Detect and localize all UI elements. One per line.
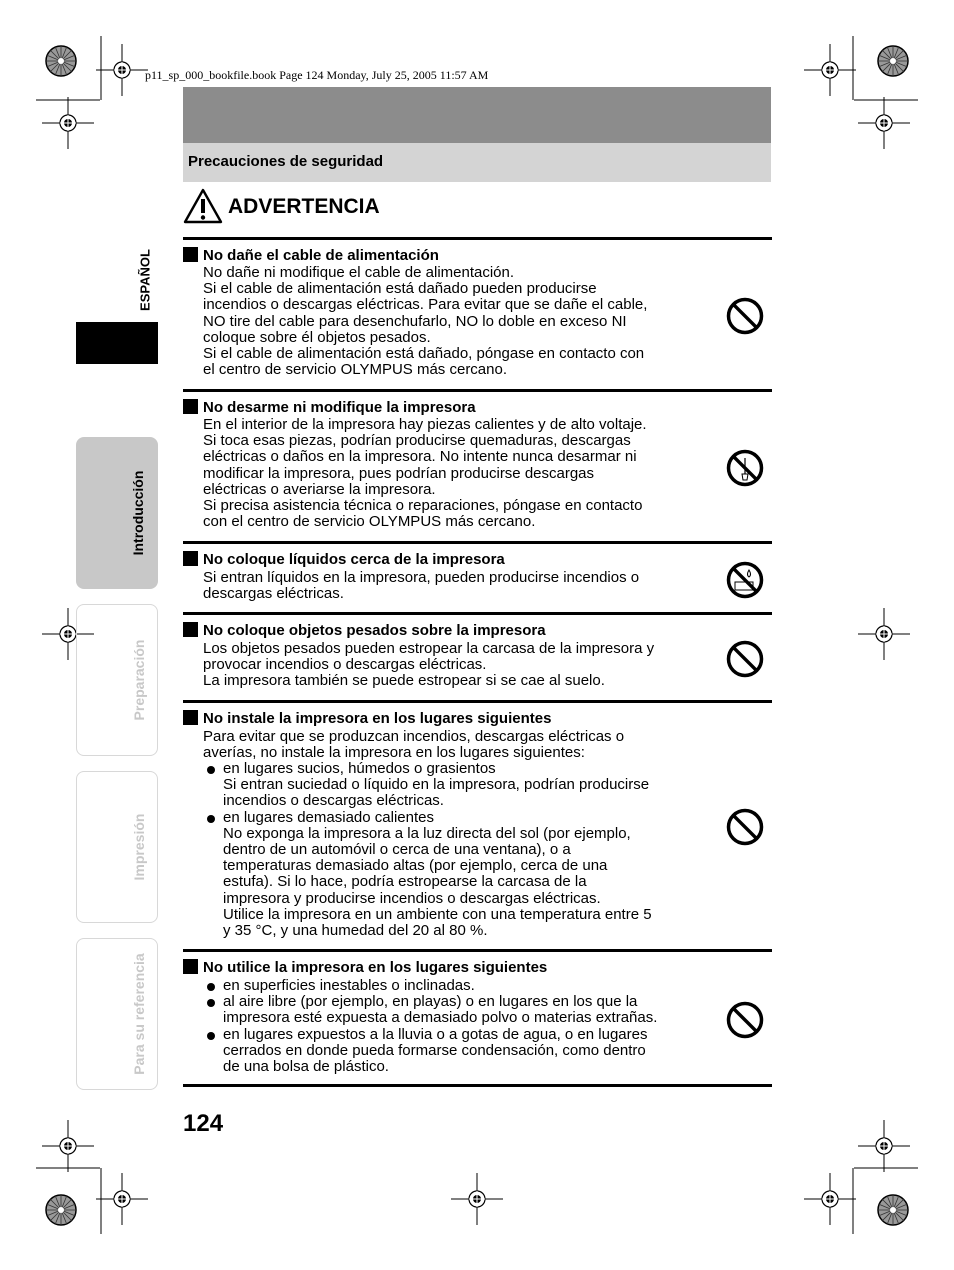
divider bbox=[183, 541, 772, 544]
header-bar bbox=[183, 87, 771, 143]
divider bbox=[183, 612, 772, 615]
tab-preparacion[interactable]: Preparación bbox=[76, 604, 158, 756]
list-item: al aire libre (por ejemplo, en playas) o en lugares en los que la impresora esté expuesta a demasiado polvo o materias extrañas. bbox=[203, 994, 703, 1026]
bullet-list bbox=[203, 978, 703, 1075]
prohibited-icon bbox=[725, 1000, 765, 1040]
language-label: ESPAÑOL bbox=[137, 249, 153, 311]
warning-triangle-icon bbox=[183, 188, 223, 224]
prohibited-icon bbox=[725, 639, 765, 679]
square-bullet-icon bbox=[183, 710, 198, 725]
no-liquids-icon bbox=[725, 560, 765, 600]
tab-para-su-referencia[interactable]: Para su referencia bbox=[76, 938, 158, 1090]
section-title: No utilice la impresora en los lugares siguientes bbox=[183, 959, 547, 976]
prohibited-icon bbox=[725, 807, 765, 847]
list-item: en superficies inestables o inclinadas. bbox=[203, 978, 703, 994]
square-bullet-icon bbox=[183, 399, 198, 414]
section-header-bar bbox=[183, 143, 771, 182]
section-body: No dañe ni modifique el cable de alimentación. Si el cable de alimentación está dañado pueden producirse incendios o descargas eléctricas. Para evitar que se dañe el cable, NO tire del cable para desenchufarlo, NO lo doble en exceso NI coloque sobre él objetos pesados. Si el cable de alimentación está dañado, póngase en contacto con el centro de servicio OLYMPUS más cercano. bbox=[203, 264, 648, 379]
file-header: p11_sp_000_bookfile.book Page 124 Monday, July 25, 2005 11:57 AM bbox=[145, 68, 489, 82]
list-item: en lugares demasiado calientes No exponga la impresora a la luz directa del sol (por ejemplo, dentro de un automóvil o cerca de una ventana), o a temperaturas demasiado altas (por ejemplo, cerca de una estufa). Si lo hace, podría estropearse la carcasa de la impresora y producirse incendios o descargas eléctricas. Utilice la impresora en un ambiente con una temperatura entre 5 y 35 °C, y una humedad del 20 al 80 %. bbox=[203, 810, 703, 940]
section-title: No instale la impresora en los lugares siguientes bbox=[183, 710, 551, 727]
section-body: Para evitar que se produzcan incendios, descargas eléctricas o averías, no instale la impresora en los lugares siguientes: bbox=[203, 728, 625, 762]
tab-introduccion[interactable]: Introducción bbox=[76, 437, 158, 589]
divider bbox=[183, 389, 772, 392]
square-bullet-icon bbox=[183, 622, 198, 637]
list-item: en lugares expuestos a la lluvia o a gotas de agua, o en lugares cerrados en donde pueda formarse condensación, como dentro de una bolsa de plástico. bbox=[203, 1027, 703, 1076]
section-body: Los objetos pesados pueden estropear la carcasa de la impresora y provocar incendios o descargas eléctricas. La impresora también se puede estropear si se cae al suelo. bbox=[203, 640, 655, 690]
section-header: Precauciones de seguridad bbox=[188, 153, 384, 170]
section-body: En el interior de la impresora hay piezas calientes y de alto voltaje. Si toca esas piezas, podrían producirse quemaduras, descargas eléctricas o daños en la impresora. No intente nunca desarmar ni modificar la impresora, pues podrían producirse descargas eléctricas o averiarse la impresora. Si precisa asistencia técnica o reparaciones, póngase en contacto con el centro de servicio OLYMPUS más cercano. bbox=[203, 416, 647, 531]
tab-impresion[interactable]: Impresión bbox=[76, 771, 158, 923]
divider bbox=[183, 237, 772, 240]
section-body: Si entran líquidos en la impresora, pueden producirse incendios o descargas eléctricas. bbox=[203, 569, 640, 603]
section-title: No desarme ni modifique la impresora bbox=[183, 399, 476, 416]
page-number: 124 bbox=[183, 1110, 224, 1137]
divider bbox=[183, 949, 772, 952]
bullet-list bbox=[203, 761, 703, 939]
language-tab bbox=[76, 322, 158, 364]
divider bbox=[183, 700, 772, 703]
divider bbox=[183, 1084, 772, 1087]
section-title: No dañe el cable de alimentación bbox=[183, 247, 439, 264]
no-disassembly-icon bbox=[725, 448, 765, 488]
section-title: No coloque líquidos cerca de la impresora bbox=[183, 551, 505, 568]
square-bullet-icon bbox=[183, 551, 198, 566]
list-item: en lugares sucios, húmedos o grasientos Si entran suciedad o líquido en la impresora, podrían producirse incendios o descargas eléctricas. bbox=[203, 761, 703, 810]
prohibited-icon bbox=[725, 296, 765, 336]
section-title: No coloque objetos pesados sobre la impresora bbox=[183, 622, 546, 639]
square-bullet-icon bbox=[183, 959, 198, 974]
square-bullet-icon bbox=[183, 247, 198, 262]
warning-title: ADVERTENCIA bbox=[228, 195, 380, 218]
